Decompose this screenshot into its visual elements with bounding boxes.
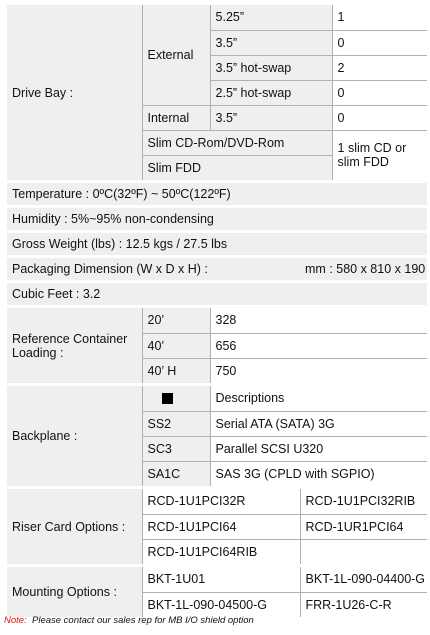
riser-option: RCD-1UR1PCI64 <box>300 514 427 539</box>
riser-option: RCD-1U1PCI32R <box>142 489 300 514</box>
riser-option: RCD-1U1PCI64 <box>142 514 300 539</box>
slim-fdd-label: Slim FDD <box>142 155 332 180</box>
mounting-option: BKT-1L-090-04400-G <box>300 567 427 592</box>
container-value: 328 <box>210 308 427 333</box>
note-label: Note: <box>4 615 27 626</box>
backplane-header: Descriptions <box>210 386 427 411</box>
backplane-desc: Serial ATA (SATA) 3G <box>210 411 427 436</box>
spec-table <box>7 5 427 617</box>
riser-option <box>300 539 427 564</box>
drive-size: 3.5” <box>210 30 332 55</box>
drive-count: 2 <box>332 55 427 80</box>
mounting-option: BKT-1L-090-04500-G <box>142 592 300 617</box>
drive-size: 5.25” <box>210 5 332 30</box>
riser-option: RCD-1U1PCI32RIB <box>300 489 427 514</box>
footnote <box>4 615 254 626</box>
mounting-option: FRR-1U26-C-R <box>300 592 427 617</box>
drive-count: 1 <box>332 5 427 30</box>
drive-count: 0 <box>332 80 427 105</box>
riser-label: Riser Card Options : <box>7 489 142 564</box>
container-value: 656 <box>210 333 427 358</box>
container-size: 40’ H <box>142 358 210 383</box>
cubic-feet: Cubic Feet : 3.2 <box>7 283 427 305</box>
drive-count: 0 <box>332 30 427 55</box>
riser-option: RCD-1U1PCI64RIB <box>142 539 300 564</box>
packaging-label: Packaging Dimension (W x D x H) : <box>7 258 300 280</box>
container-label: Reference Container Loading : <box>7 308 142 383</box>
container-value: 750 <box>210 358 427 383</box>
temperature: Temperature : 0ºC(32ºF) ~ 50ºC(122ºF) <box>7 183 427 205</box>
container-size: 40’ <box>142 333 210 358</box>
backplane-code: SC3 <box>142 436 210 461</box>
backplane-desc: SAS 3G (CPLD with SGPIO) <box>210 461 427 486</box>
backplane-code: SA1C <box>142 461 210 486</box>
external-label: External <box>142 5 210 105</box>
backplane-code: SS2 <box>142 411 210 436</box>
slim-cd-label: Slim CD-Rom/DVD-Rom <box>142 130 332 155</box>
black-square-icon <box>162 393 173 404</box>
internal-label: Internal <box>142 105 210 130</box>
mounting-option: BKT-1U01 <box>142 567 300 592</box>
humidity: Humidity : 5%~95% non-condensing <box>7 208 427 230</box>
container-size: 20’ <box>142 308 210 333</box>
drive-bay-label: Drive Bay : <box>7 5 142 180</box>
drive-size: 3.5” hot-swap <box>210 55 332 80</box>
packaging-value: mm : 580 x 810 x 190 <box>300 258 427 280</box>
backplane-label: Backplane : <box>7 386 142 486</box>
gross-weight: Gross Weight (lbs) : 12.5 kgs / 27.5 lbs <box>7 233 427 255</box>
drive-size: 2.5” hot-swap <box>210 80 332 105</box>
slim-value: 1 slim CD or slim FDD <box>332 130 427 180</box>
mounting-label: Mounting Options : <box>7 567 142 617</box>
note-text: Please contact our sales rep for MB I/O shield option <box>32 615 254 626</box>
backplane-desc: Parallel SCSI U320 <box>210 436 427 461</box>
backplane-header-cell <box>142 386 210 411</box>
drive-count: 0 <box>332 105 427 130</box>
drive-size: 3.5” <box>210 105 332 130</box>
